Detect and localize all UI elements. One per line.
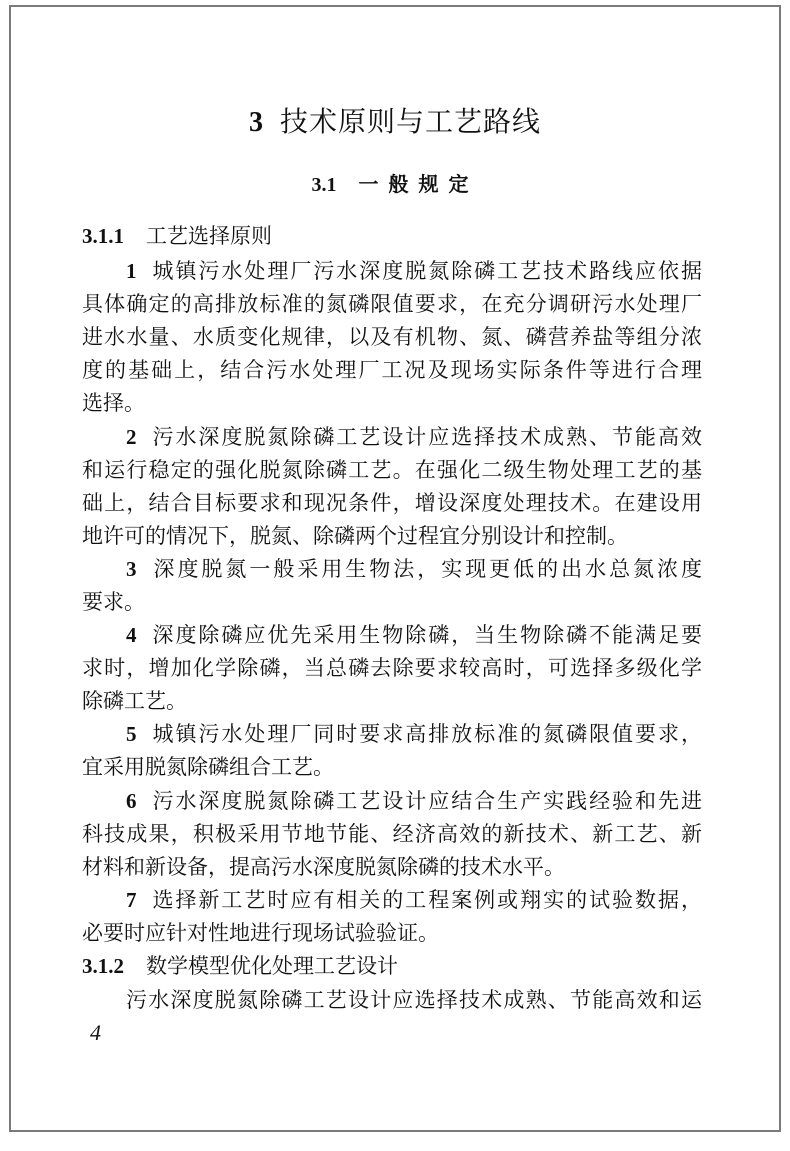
chapter-number: 3 xyxy=(248,107,264,138)
chapter-title: 技术原则与工艺路线 xyxy=(279,105,541,138)
item-number: 5 xyxy=(126,722,137,746)
paragraph-line xyxy=(126,884,702,914)
item-number: 4 xyxy=(126,623,137,647)
page-number: 4 xyxy=(90,1020,101,1045)
item-number: 7 xyxy=(126,888,137,912)
item-number: 3 xyxy=(126,557,137,581)
paragraph-line: 材料和新设备，提高污水深度脱氮除磷的技术水平。 xyxy=(82,855,565,879)
item-text: 深度脱氮一般采用生物法，实现更低的出水总氮浓度 xyxy=(150,557,702,581)
item-text: 选择新工艺时应有相关的工程案例或翔实的试验数据， xyxy=(150,888,702,912)
paragraph-line: 必要时应针对性地进行现场试验验证。 xyxy=(82,921,439,945)
item-text: 城镇污水处理厂污水深度脱氮除磷工艺技术路线应依据 xyxy=(150,259,702,283)
clause-number: 3.1.2 xyxy=(82,954,124,978)
clause-heading xyxy=(82,950,702,980)
clause-title: 数学模型优化处理工艺设计 xyxy=(146,954,398,978)
section-title: 一般规定 xyxy=(358,172,479,196)
item-text: 污水深度脱氮除磷工艺设计应结合生产实践经验和先进 xyxy=(150,789,702,813)
paragraph-line: 要求。 xyxy=(82,590,145,614)
paragraph-line xyxy=(126,718,702,748)
item-number: 1 xyxy=(126,259,137,283)
paragraph-line: 度的基础上，结合污水处理厂工况及现场实际条件等进行合理 xyxy=(82,358,702,382)
paragraph-line xyxy=(126,421,702,451)
item-number: 6 xyxy=(126,789,137,813)
paragraph-line: 科技成果，积极采用节地节能、经济高效的新技术、新工艺、新 xyxy=(82,822,702,846)
paragraph-line xyxy=(126,255,702,285)
chapter-heading xyxy=(0,100,790,140)
paragraph-line xyxy=(126,785,702,815)
paragraph-line: 污水深度脱氮除磷工艺设计应选择技术成熟、节能高效和运 xyxy=(126,988,702,1012)
clause-title: 工艺选择原则 xyxy=(146,224,272,248)
paragraph-line: 除磷工艺。 xyxy=(82,689,187,713)
clause-heading xyxy=(82,220,702,250)
item-text: 城镇污水处理厂同时要求高排放标准的氮磷限值要求， xyxy=(150,722,702,746)
paragraph-line: 进水水量、水质变化规律，以及有机物、氮、磷营养盐等组分浓 xyxy=(82,325,702,349)
item-text: 污水深度脱氮除磷工艺设计应选择技术成熟、节能高效 xyxy=(150,425,702,449)
paragraph-line: 础上，结合目标要求和现况条件，增设深度处理技术。在建设用 xyxy=(82,491,702,515)
paragraph-line xyxy=(126,553,702,583)
paragraph-line: 地许可的情况下，脱氮、除磷两个过程宜分别设计和控制。 xyxy=(82,524,628,548)
paragraph-line xyxy=(126,619,702,649)
paragraph-line: 求时，增加化学除磷，当总磷去除要求较高时，可选择多级化学 xyxy=(82,656,702,680)
item-text: 深度除磷应优先采用生物除磷，当生物除磷不能满足要 xyxy=(150,623,702,647)
clause-number: 3.1.1 xyxy=(82,224,124,248)
section-number: 3.1 xyxy=(311,174,337,196)
section-heading xyxy=(0,168,790,197)
paragraph-line: 和运行稳定的强化脱氮除磷工艺。在强化二级生物处理工艺的基 xyxy=(82,458,702,482)
paragraph-line: 具体确定的高排放标准的氮磷限值要求，在充分调研污水处理厂 xyxy=(82,292,702,316)
paragraph-line: 选择。 xyxy=(82,391,145,415)
item-number: 2 xyxy=(126,425,137,449)
paragraph-line: 宜采用脱氮除磷组合工艺。 xyxy=(82,755,334,779)
